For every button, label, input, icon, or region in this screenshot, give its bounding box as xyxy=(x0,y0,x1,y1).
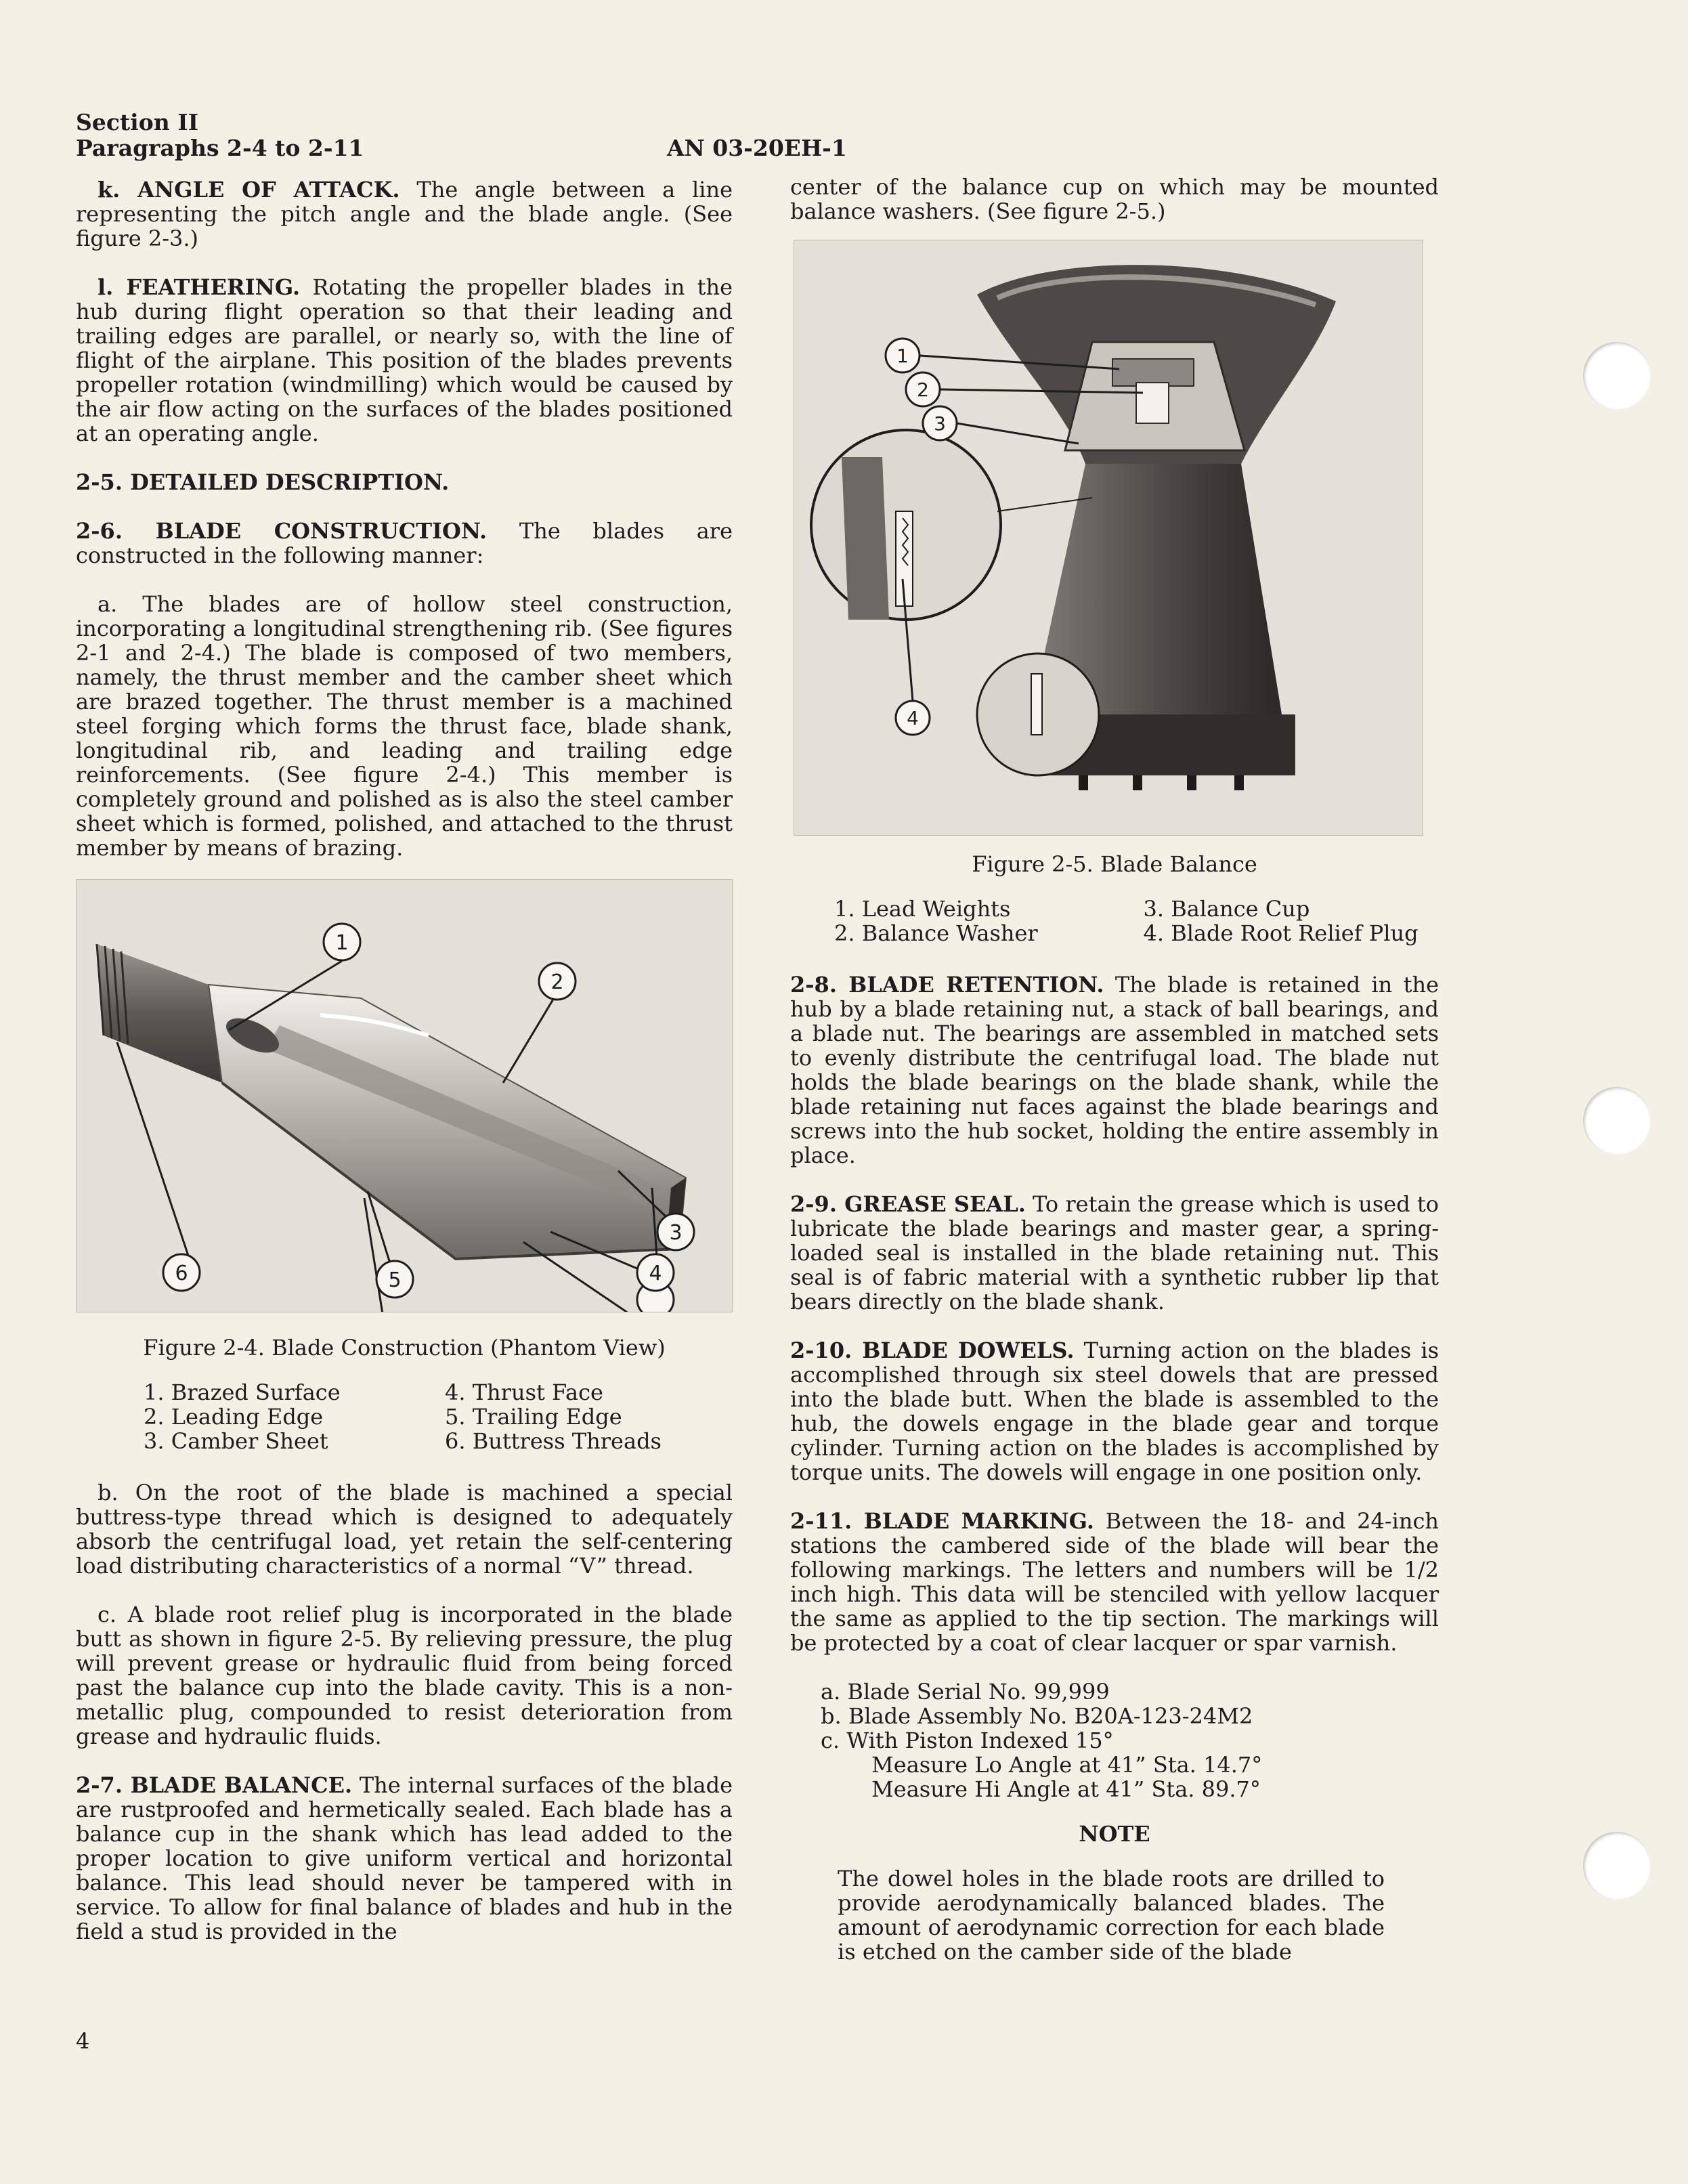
figure-2-4-illustration xyxy=(76,879,733,1312)
binder-hole xyxy=(1583,1087,1651,1155)
note-text: The dowel holes in the blade roots are drilled to provide aerodynamically balanced blades. The amount of aerodynamic correction for each blade is etched on the camber side of the blade xyxy=(838,1866,1385,1965)
para-2-6-c: c. A blade root relief plug is incorporated in the blade butt as shown in figure 2-5. By relieving pressure, the plug will prevent grease or hydraulic fluid from being forced past the balance cup into the blade cavity. This is a non-metallic plug, compounded to resist deterioration from grease and hydraulic fluids. xyxy=(76,1602,733,1749)
figure-2-4-caption: Figure 2-4. Blade Construction (Phantom View) xyxy=(143,1335,666,1361)
para-2-11-text: Between the 18- and 24-inch stations the cambered side of the blade will bear the following markings. The letters and numbers will be 1/2 inch high. This data will be stenciled with yellow lacquer the same as applied to the tip section. The markings will be protected by a coat of clear lacquer or spar varnish. xyxy=(790,1508,1440,1656)
legend-item: 2. Balance Washer xyxy=(834,920,1038,946)
legend-item: 3. Balance Cup xyxy=(1143,896,1310,922)
para-2-6 xyxy=(76,519,733,568)
para-2-9 xyxy=(790,1192,1439,1314)
right-column xyxy=(790,175,1439,1964)
note-heading: NOTE xyxy=(1079,1821,1150,1847)
para-2-6-text: The blades are constructed in the following manner: xyxy=(76,518,733,568)
lower-callouts-layer xyxy=(77,880,733,1312)
para-2-6-a: a. The blades are of hollow steel construction, incorporating a longitudinal strengthening rib. (See figures 2-1 and 2-4.) The blade is composed of two members, namely, the thrust member and the camber sheet which are brazed together. The thrust member is a machined steel forging which forms the thrust face, blade shank, longitudinal rib, and leading and trailing edge reinforcements. (See figure 2-4.) This member is completely ground and polished as is also the steel camber sheet which is formed, polished, and attached to the thrust member by means of brazing. xyxy=(76,591,733,861)
callout-4: 4 xyxy=(649,1262,662,1285)
para-2-7-text: The internal surfaces of the blade are rustproofed and hermetically sealed. Each blade has a balance cup in the shank which has lead added to the proper location to give uniform vertical and horizontal balance. This lead should never be tampered with in service. To allow for final balance of blades and hub in the field a stud is provided in the xyxy=(76,1772,733,1944)
para-2-7-heading: 2-7. BLADE BALANCE. xyxy=(76,1772,353,1798)
para-l-heading: l. FEATHERING. xyxy=(98,274,301,300)
marking-item-c-hi: Measure Hi Angle at 41” Sta. 89.7° xyxy=(871,1776,1261,1802)
inset-wall-shape xyxy=(842,457,889,620)
para-2-10 xyxy=(790,1338,1439,1484)
fig5-callout-3: 3 xyxy=(934,412,946,435)
para-2-10-text: Turning action on the blades is accomplished through six steel dowels that are pressed into the blade butt. When the blade is assembled to the hub, the dowels engage in the blade gear and torque cylinder. Turning action on the blades is accomplished by torque units. The dowels will engage in one position only. xyxy=(790,1337,1440,1485)
page-number: 4 xyxy=(76,2028,90,2054)
legend-item: 4. Blade Root Relief Plug xyxy=(1143,920,1419,946)
para-2-8-heading: 2-8. BLADE RETENTION. xyxy=(790,972,1104,998)
marking-item-b: b. Blade Assembly No. B20A-123-24M2 xyxy=(821,1703,1253,1729)
marking-item-c-lo: Measure Lo Angle at 41” Sta. 14.7° xyxy=(871,1752,1263,1778)
legend-item: 3. Camber Sheet xyxy=(144,1428,328,1454)
figure-2-5-illustration xyxy=(794,240,1423,836)
doc-number: AN 03-20EH-1 xyxy=(667,135,847,161)
legend-item: 2. Leading Edge xyxy=(144,1404,324,1430)
left-column xyxy=(76,177,733,1944)
para-2-6-b: b. On the root of the blade is machined a special buttress-type thread which is designed to adequately absorb the centrifugal load, yet retain the self-centering load distributing characteristics of a normal “V” thread. xyxy=(76,1480,733,1579)
figure-2-5-caption: Figure 2-5. Blade Balance xyxy=(972,851,1257,877)
para-2-9-heading: 2-9. GREASE SEAL. xyxy=(790,1191,1026,1217)
balance-washer-shape xyxy=(1136,383,1169,423)
callout-6: 6 xyxy=(175,1262,188,1285)
section-header xyxy=(76,110,364,161)
section-label: Section II xyxy=(76,109,199,135)
para-2-11-heading: 2-11. BLADE MARKING. xyxy=(790,1508,1094,1534)
para-k-text: The angle between a line representing the pitch angle and the blade angle. (See figure 2-3.) xyxy=(76,177,733,251)
fig5-callout-2: 2 xyxy=(917,379,929,401)
para-k xyxy=(76,177,733,251)
marking-item-c: c. With Piston Indexed 15° xyxy=(821,1728,1114,1753)
para-2-9-text: To retain the grease which is used to lubricate the blade bearings and master gear, a spring-loaded seal is installed in the blade retaining nut. This seal is of fabric material with a synthetic rubber lip that bears directly on the blade shank. xyxy=(790,1191,1440,1314)
marking-item-a: a. Blade Serial No. 99,999 xyxy=(821,1679,1110,1705)
para-2-7-continued: center of the balance cup on which may be mounted balance washers. (See figure 2-5.) xyxy=(790,174,1439,224)
para-2-8 xyxy=(790,972,1439,1168)
legend-item: 1. Lead Weights xyxy=(834,896,1011,922)
binder-hole xyxy=(1583,342,1651,410)
fig5-callout-1: 1 xyxy=(896,345,909,367)
section-2-5-heading: 2-5. DETAILED DESCRIPTION. xyxy=(76,469,450,495)
blade-balance-drawing xyxy=(794,240,1423,836)
para-l-text: Rotating the propeller blades in the hub during flight operation so that their leading and trailing edges are parallel, or nearly so, with the line of flight of the airplane. This position of the blades prevents propeller rotation (windmilling) which would be caused by the air flow acting on the surfaces of the blades positioned at an operating angle. xyxy=(76,274,733,446)
callout-5: 5 xyxy=(388,1268,402,1292)
figure-2-5-legend xyxy=(790,897,1439,945)
para-2-6-heading: 2-6. BLADE CONSTRUCTION. xyxy=(76,518,488,544)
callout-1: 1 xyxy=(335,931,349,955)
para-2-8-text: The blade is retained in the hub by a blade retaining nut, a stack of ball bearings, and a blade nut. The bearings are assembled in matched sets to evenly distribute the centrifugal load. The blade nut holds the blade bearings on the blade shank, while the blade retaining nut faces against the blade bearings and screws into the hub socket, holding the entire assembly in place. xyxy=(790,972,1440,1168)
paragraphs-label: Paragraphs 2-4 to 2-11 xyxy=(76,135,364,161)
para-2-7 xyxy=(76,1773,733,1944)
marking-list xyxy=(821,1679,1439,1801)
binder-hole xyxy=(1583,1832,1651,1900)
callout-2: 2 xyxy=(550,970,564,994)
legend-item: 4. Thrust Face xyxy=(445,1379,603,1405)
para-2-11 xyxy=(790,1509,1439,1655)
figure-2-4-legend xyxy=(76,1380,733,1453)
legend-item: 6. Buttress Threads xyxy=(445,1428,662,1454)
fig5-callout-4: 4 xyxy=(907,707,919,729)
para-l xyxy=(76,275,733,446)
para-2-10-heading: 2-10. BLADE DOWELS. xyxy=(790,1337,1075,1363)
note-body xyxy=(838,1866,1385,1964)
legend-item: 5. Trailing Edge xyxy=(445,1404,622,1430)
callout-3: 3 xyxy=(669,1221,683,1245)
para-k-heading: k. ANGLE OF ATTACK. xyxy=(98,177,400,202)
legend-item: 1. Brazed Surface xyxy=(144,1379,341,1405)
